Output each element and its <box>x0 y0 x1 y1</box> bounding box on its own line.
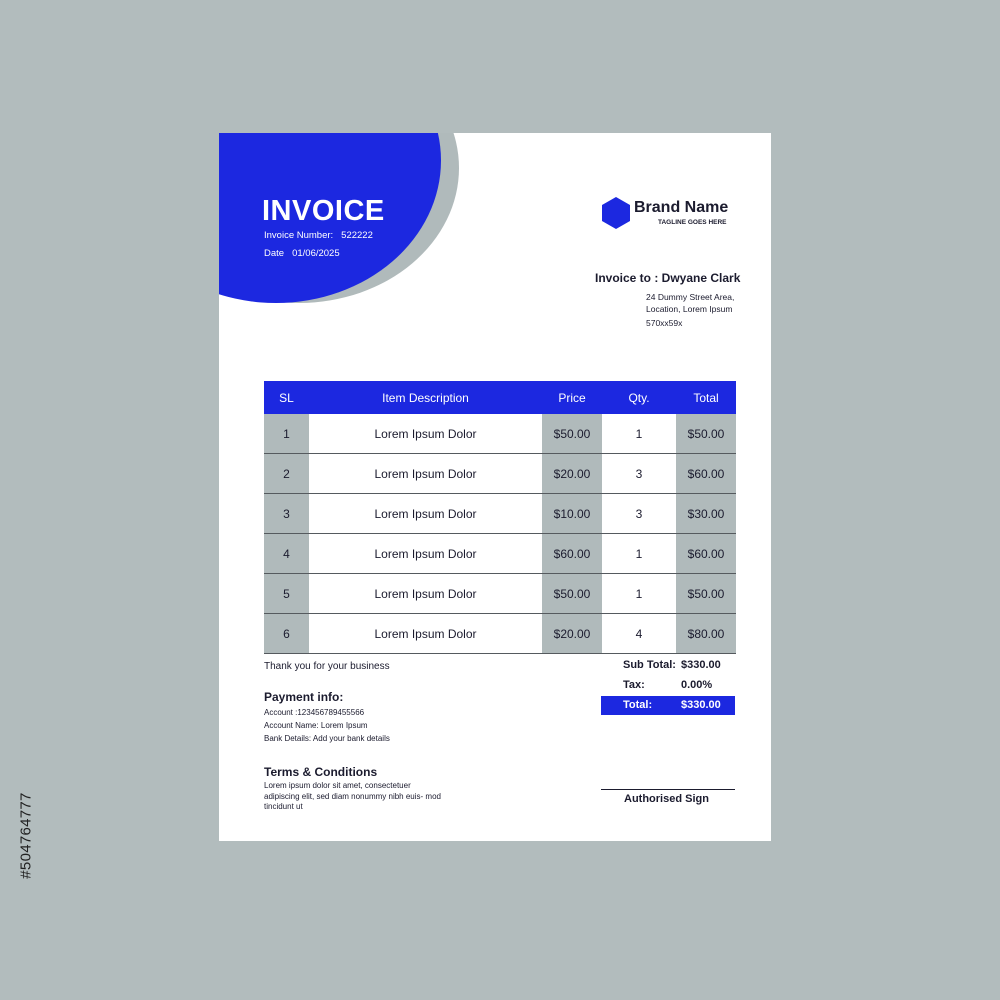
cell-sl: 5 <box>264 574 309 614</box>
subtotal-label: Sub Total: <box>623 659 676 671</box>
table-row <box>264 454 736 494</box>
address-line: 24 Dummy Street Area, <box>646 292 735 302</box>
stock-id-label <box>6 765 46 905</box>
cell-description: Lorem Ipsum Dolor <box>309 414 542 454</box>
cell-qty: 4 <box>602 614 676 654</box>
header-total: Total <box>676 381 736 414</box>
cell-total: $60.00 <box>676 454 736 494</box>
header-price: Price <box>542 381 602 414</box>
table-row <box>264 574 736 614</box>
cell-price: $20.00 <box>542 614 602 654</box>
terms-title: Terms & Conditions <box>264 765 378 779</box>
tax-label: Tax: <box>623 679 645 691</box>
header-qty: Qty. <box>602 381 676 414</box>
subtotal-value: $330.00 <box>681 659 721 671</box>
invoice-date-value: 01/06/2025 <box>292 248 340 259</box>
cell-sl: 2 <box>264 454 309 494</box>
brand-tagline: TAGLINE GOES HERE <box>658 219 727 226</box>
invoice-date <box>264 248 340 259</box>
cell-description: Lorem Ipsum Dolor <box>309 574 542 614</box>
header-sl: SL <box>264 381 309 414</box>
cell-sl: 4 <box>264 534 309 574</box>
table-row <box>264 534 736 574</box>
table-header-row <box>264 381 736 414</box>
cell-qty: 3 <box>602 494 676 534</box>
signature-label: Authorised Sign <box>624 793 709 805</box>
hexagon-icon <box>602 197 630 229</box>
total-label: Total: <box>623 699 653 711</box>
terms-text: Lorem ipsum dolor sit amet, consectetuer adipiscing elit, sed diam nonummy nibh euis- mod tincidunt ut <box>264 781 441 811</box>
cell-qty: 1 <box>602 534 676 574</box>
invoice-number <box>264 230 373 241</box>
payment-line: Bank Details: Add your bank details <box>264 734 390 743</box>
tax-value: 0.00% <box>681 679 713 691</box>
invoice-number-label: Invoice Number: <box>264 230 334 241</box>
bill-to-heading: Invoice to : Dwyane Clark <box>595 271 741 285</box>
cell-total: $60.00 <box>676 534 736 574</box>
address-line: 570xx59x <box>646 318 683 328</box>
cell-description: Lorem Ipsum Dolor <box>309 454 542 494</box>
cell-price: $50.00 <box>542 414 602 454</box>
cell-qty: 1 <box>602 574 676 614</box>
cell-description: Lorem Ipsum Dolor <box>309 614 542 654</box>
cell-sl: 6 <box>264 614 309 654</box>
address-line: Location, Lorem Ipsum <box>646 304 733 314</box>
invoice-page <box>219 133 771 841</box>
table-row <box>264 494 736 534</box>
total-value: $330.00 <box>681 699 721 711</box>
cell-total: $50.00 <box>676 414 736 454</box>
cell-price: $50.00 <box>542 574 602 614</box>
cell-description: Lorem Ipsum Dolor <box>309 534 542 574</box>
payment-info-title: Payment info: <box>264 690 344 704</box>
items-table <box>264 381 736 654</box>
cell-qty: 3 <box>602 454 676 494</box>
cell-total: $50.00 <box>676 574 736 614</box>
payment-line: Account Name: Lorem Ipsum <box>264 721 368 730</box>
thank-you-note: Thank you for your business <box>264 661 390 672</box>
cell-price: $20.00 <box>542 454 602 494</box>
cell-price: $10.00 <box>542 494 602 534</box>
payment-line: Account :123456789455566 <box>264 708 365 717</box>
total-bar <box>601 696 735 715</box>
cell-total: $30.00 <box>676 494 736 534</box>
invoice-date-label: Date <box>264 248 285 259</box>
table-row <box>264 414 736 454</box>
cell-qty: 1 <box>602 414 676 454</box>
invoice-title: INVOICE <box>262 195 385 227</box>
invoice-number-value: 522222 <box>341 230 373 241</box>
cell-sl: 1 <box>264 414 309 454</box>
signature-line <box>601 789 735 790</box>
cell-description: Lorem Ipsum Dolor <box>309 494 542 534</box>
cell-total: $80.00 <box>676 614 736 654</box>
cell-sl: 3 <box>264 494 309 534</box>
brand-name: Brand Name <box>634 199 729 216</box>
header-description: Item Description <box>309 381 542 414</box>
table-row <box>264 614 736 654</box>
cell-price: $60.00 <box>542 534 602 574</box>
stock-id-text: #504764777 <box>17 791 35 879</box>
